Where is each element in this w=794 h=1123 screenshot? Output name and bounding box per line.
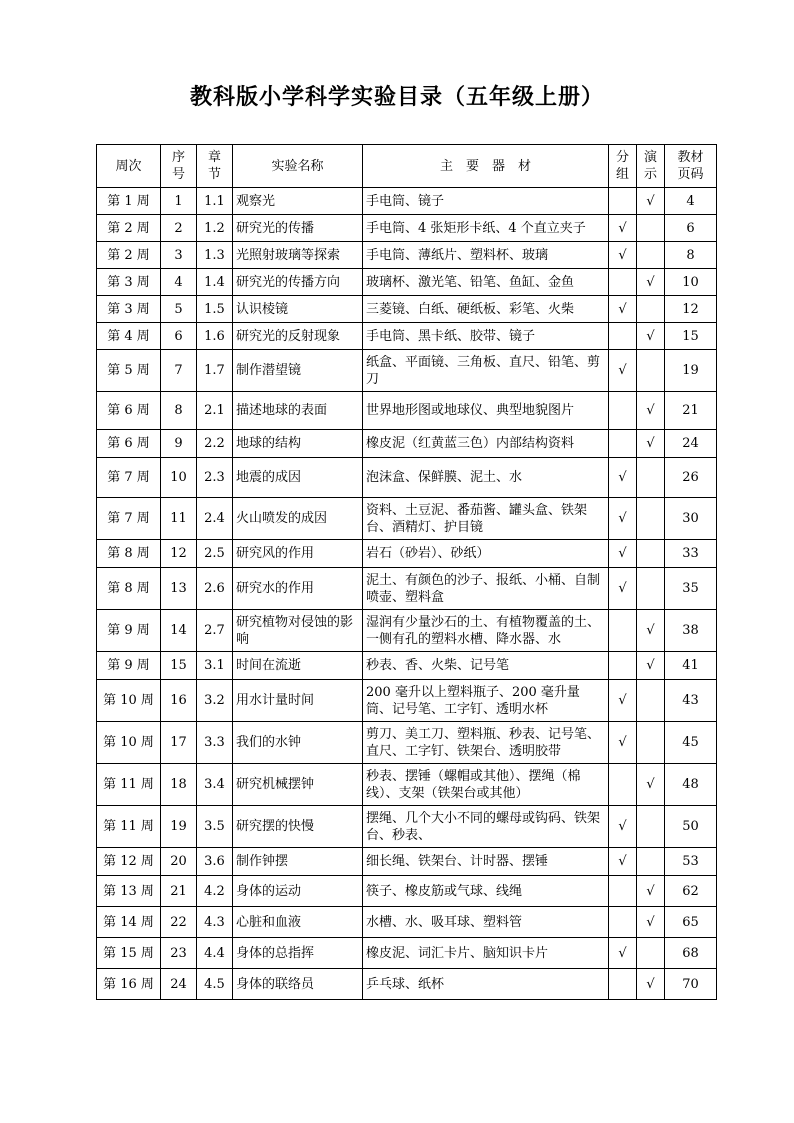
cell-materials: 秒表、摆锤（螺帽或其他）、摆绳（棉线）、支架（铁架台或其他）	[363, 764, 609, 806]
cell-group-check	[609, 969, 637, 1000]
cell-materials: 细长绳、铁架台、计时器、摆锤	[363, 848, 609, 876]
cell-week: 第 6 周	[97, 392, 161, 430]
cell-seq: 18	[161, 764, 197, 806]
cell-week: 第 13 周	[97, 876, 161, 907]
header-chapter: 章 节	[197, 145, 233, 188]
cell-materials: 三菱镜、白纸、硬纸板、彩笔、火柴	[363, 296, 609, 323]
cell-experiment-name: 时间在流逝	[233, 652, 363, 680]
cell-week: 第 4 周	[97, 323, 161, 350]
table-row	[97, 269, 717, 296]
cell-page: 70	[665, 969, 717, 1000]
cell-experiment-name: 制作潜望镜	[233, 350, 363, 392]
table-row	[97, 876, 717, 907]
cell-page: 12	[665, 296, 717, 323]
cell-experiment-name: 身体的运动	[233, 876, 363, 907]
cell-group-check: √	[609, 806, 637, 848]
cell-experiment-name: 研究机械摆钟	[233, 764, 363, 806]
header-seq: 序 号	[161, 145, 197, 188]
cell-materials: 世界地形图或地球仪、典型地貌图片	[363, 392, 609, 430]
cell-experiment-name: 研究风的作用	[233, 540, 363, 568]
cell-page: 41	[665, 652, 717, 680]
cell-demo-check	[637, 350, 665, 392]
cell-week: 第 7 周	[97, 498, 161, 540]
cell-chapter: 1.5	[197, 296, 233, 323]
cell-seq: 1	[161, 188, 197, 215]
table-row	[97, 430, 717, 458]
cell-chapter: 1.3	[197, 242, 233, 269]
cell-page: 62	[665, 876, 717, 907]
cell-experiment-name: 观察光	[233, 188, 363, 215]
cell-materials: 橡皮泥、词汇卡片、脑知识卡片	[363, 938, 609, 969]
table-row	[97, 392, 717, 430]
cell-group-check: √	[609, 296, 637, 323]
cell-chapter: 2.6	[197, 568, 233, 610]
cell-page: 6	[665, 215, 717, 242]
cell-group-check: √	[609, 938, 637, 969]
cell-week: 第 11 周	[97, 806, 161, 848]
cell-group-check	[609, 876, 637, 907]
cell-demo-check: √	[637, 764, 665, 806]
cell-page: 15	[665, 323, 717, 350]
table-row	[97, 242, 717, 269]
header-experiment-name: 实验名称	[233, 145, 363, 188]
cell-experiment-name: 制作钟摆	[233, 848, 363, 876]
table-row	[97, 215, 717, 242]
cell-experiment-name: 地震的成因	[233, 458, 363, 498]
cell-demo-check: √	[637, 269, 665, 296]
cell-chapter: 3.6	[197, 848, 233, 876]
table-row	[97, 188, 717, 215]
cell-demo-check	[637, 458, 665, 498]
cell-materials: 湿润有少量沙石的土、有植物覆盖的土、一侧有孔的塑料水槽、降水器、水	[363, 610, 609, 652]
cell-week: 第 8 周	[97, 568, 161, 610]
cell-chapter: 2.1	[197, 392, 233, 430]
cell-chapter: 1.7	[197, 350, 233, 392]
header-page: 教材 页码	[665, 145, 717, 188]
table-row	[97, 938, 717, 969]
cell-materials: 手电筒、薄纸片、塑料杯、玻璃	[363, 242, 609, 269]
cell-group-check: √	[609, 215, 637, 242]
cell-seq: 7	[161, 350, 197, 392]
cell-seq: 4	[161, 269, 197, 296]
table-row	[97, 568, 717, 610]
cell-week: 第 2 周	[97, 242, 161, 269]
table-row	[97, 722, 717, 764]
cell-week: 第 1 周	[97, 188, 161, 215]
cell-chapter: 1.1	[197, 188, 233, 215]
cell-page: 30	[665, 498, 717, 540]
experiment-table	[96, 144, 717, 1000]
cell-chapter: 2.2	[197, 430, 233, 458]
cell-seq: 10	[161, 458, 197, 498]
cell-week: 第 2 周	[97, 215, 161, 242]
cell-chapter: 2.4	[197, 498, 233, 540]
cell-group-check	[609, 610, 637, 652]
table-header-row	[97, 145, 717, 188]
table-body	[97, 188, 717, 1000]
cell-page: 48	[665, 764, 717, 806]
cell-week: 第 11 周	[97, 764, 161, 806]
cell-demo-check	[637, 938, 665, 969]
cell-experiment-name: 认识棱镜	[233, 296, 363, 323]
cell-seq: 20	[161, 848, 197, 876]
cell-group-check	[609, 188, 637, 215]
table-row	[97, 969, 717, 1000]
cell-week: 第 7 周	[97, 458, 161, 498]
cell-demo-check: √	[637, 610, 665, 652]
table-row	[97, 498, 717, 540]
cell-page: 26	[665, 458, 717, 498]
cell-week: 第 15 周	[97, 938, 161, 969]
cell-demo-check: √	[637, 323, 665, 350]
cell-experiment-name: 火山喷发的成因	[233, 498, 363, 540]
cell-week: 第 6 周	[97, 430, 161, 458]
cell-chapter: 3.1	[197, 652, 233, 680]
cell-week: 第 3 周	[97, 296, 161, 323]
cell-materials: 纸盒、平面镜、三角板、直尺、铅笔、剪刀	[363, 350, 609, 392]
table-row	[97, 680, 717, 722]
cell-experiment-name: 光照射玻璃等探索	[233, 242, 363, 269]
cell-page: 33	[665, 540, 717, 568]
table-row	[97, 323, 717, 350]
cell-chapter: 1.2	[197, 215, 233, 242]
cell-experiment-name: 心脏和血液	[233, 907, 363, 938]
cell-chapter: 2.5	[197, 540, 233, 568]
cell-week: 第 10 周	[97, 722, 161, 764]
cell-seq: 2	[161, 215, 197, 242]
table-row	[97, 296, 717, 323]
cell-materials: 水槽、水、吸耳球、塑料管	[363, 907, 609, 938]
cell-experiment-name: 地球的结构	[233, 430, 363, 458]
cell-experiment-name: 描述地球的表面	[233, 392, 363, 430]
cell-demo-check	[637, 296, 665, 323]
cell-chapter: 3.4	[197, 764, 233, 806]
cell-demo-check	[637, 680, 665, 722]
cell-experiment-name: 研究光的传播方向	[233, 269, 363, 296]
cell-seq: 24	[161, 969, 197, 1000]
cell-materials: 岩石（砂岩）、砂纸）	[363, 540, 609, 568]
table-row	[97, 350, 717, 392]
cell-seq: 6	[161, 323, 197, 350]
cell-chapter: 3.5	[197, 806, 233, 848]
cell-seq: 9	[161, 430, 197, 458]
cell-page: 19	[665, 350, 717, 392]
cell-seq: 19	[161, 806, 197, 848]
cell-seq: 15	[161, 652, 197, 680]
cell-demo-check: √	[637, 392, 665, 430]
cell-demo-check: √	[637, 907, 665, 938]
cell-group-check: √	[609, 350, 637, 392]
cell-group-check	[609, 392, 637, 430]
cell-page: 21	[665, 392, 717, 430]
cell-chapter: 3.3	[197, 722, 233, 764]
table-row	[97, 764, 717, 806]
cell-chapter: 1.6	[197, 323, 233, 350]
table-row	[97, 540, 717, 568]
cell-page: 24	[665, 430, 717, 458]
cell-materials: 泥土、有颜色的沙子、报纸、小桶、自制喷壶、塑料盒	[363, 568, 609, 610]
cell-materials: 玻璃杯、激光笔、铅笔、鱼缸、金鱼	[363, 269, 609, 296]
header-group: 分 组	[609, 145, 637, 188]
cell-chapter: 2.3	[197, 458, 233, 498]
cell-experiment-name: 研究光的反射现象	[233, 323, 363, 350]
cell-experiment-name: 研究摆的快慢	[233, 806, 363, 848]
cell-group-check	[609, 323, 637, 350]
header-materials: 主 要 器 材	[363, 145, 609, 188]
cell-week: 第 8 周	[97, 540, 161, 568]
cell-group-check	[609, 764, 637, 806]
cell-chapter: 2.7	[197, 610, 233, 652]
header-week: 周次	[97, 145, 161, 188]
cell-page: 68	[665, 938, 717, 969]
cell-seq: 16	[161, 680, 197, 722]
table-row	[97, 806, 717, 848]
cell-experiment-name: 我们的水钟	[233, 722, 363, 764]
table-row	[97, 458, 717, 498]
cell-week: 第 5 周	[97, 350, 161, 392]
table-row	[97, 652, 717, 680]
header-demo: 演 示	[637, 145, 665, 188]
cell-seq: 3	[161, 242, 197, 269]
cell-week: 第 16 周	[97, 969, 161, 1000]
page-title: 教科版小学科学实验目录（五年级上册）	[189, 85, 604, 110]
cell-experiment-name: 研究水的作用	[233, 568, 363, 610]
cell-seq: 23	[161, 938, 197, 969]
cell-demo-check: √	[637, 652, 665, 680]
cell-group-check: √	[609, 722, 637, 764]
cell-group-check	[609, 907, 637, 938]
cell-chapter: 4.3	[197, 907, 233, 938]
cell-materials: 乒乓球、纸杯	[363, 969, 609, 1000]
cell-materials: 手电筒、镜子	[363, 188, 609, 215]
cell-group-check: √	[609, 242, 637, 269]
table-row	[97, 907, 717, 938]
cell-materials: 摆绳、几个大小不同的螺母或钩码、铁架台、秒表、	[363, 806, 609, 848]
cell-materials: 橡皮泥（红黄蓝三色）内部结构资料	[363, 430, 609, 458]
cell-group-check	[609, 430, 637, 458]
cell-page: 65	[665, 907, 717, 938]
cell-demo-check	[637, 498, 665, 540]
cell-materials: 筷子、橡皮筋或气球、线绳	[363, 876, 609, 907]
cell-page: 8	[665, 242, 717, 269]
cell-chapter: 3.2	[197, 680, 233, 722]
cell-materials: 资料、土豆泥、番茄酱、罐头盒、铁架台、酒精灯、护目镜	[363, 498, 609, 540]
cell-seq: 11	[161, 498, 197, 540]
cell-seq: 17	[161, 722, 197, 764]
cell-group-check: √	[609, 680, 637, 722]
cell-chapter: 4.2	[197, 876, 233, 907]
cell-demo-check: √	[637, 430, 665, 458]
cell-page: 38	[665, 610, 717, 652]
cell-week: 第 9 周	[97, 610, 161, 652]
cell-seq: 21	[161, 876, 197, 907]
cell-experiment-name: 身体的总指挥	[233, 938, 363, 969]
cell-demo-check: √	[637, 188, 665, 215]
cell-group-check: √	[609, 848, 637, 876]
cell-materials: 手电筒、黑卡纸、胶带、镜子	[363, 323, 609, 350]
table-row	[97, 610, 717, 652]
table-row	[97, 848, 717, 876]
cell-seq: 13	[161, 568, 197, 610]
cell-demo-check	[637, 242, 665, 269]
cell-seq: 8	[161, 392, 197, 430]
cell-chapter: 4.4	[197, 938, 233, 969]
cell-week: 第 3 周	[97, 269, 161, 296]
cell-demo-check	[637, 848, 665, 876]
cell-group-check	[609, 652, 637, 680]
cell-experiment-name: 研究植物对侵蚀的影响	[233, 610, 363, 652]
cell-experiment-name: 用水计量时间	[233, 680, 363, 722]
cell-demo-check	[637, 215, 665, 242]
cell-demo-check: √	[637, 969, 665, 1000]
cell-materials: 泡沫盒、保鲜膜、泥土、水	[363, 458, 609, 498]
cell-page: 4	[665, 188, 717, 215]
cell-seq: 5	[161, 296, 197, 323]
cell-chapter: 1.4	[197, 269, 233, 296]
cell-materials: 手电筒、4 张矩形卡纸、4 个直立夹子	[363, 215, 609, 242]
cell-materials: 200 毫升以上塑料瓶子、200 毫升量筒、记号笔、工字钉、透明水杯	[363, 680, 609, 722]
cell-materials: 秒表、香、火柴、记号笔	[363, 652, 609, 680]
cell-materials: 剪刀、美工刀、塑料瓶、秒表、记号笔、直尺、工字钉、铁架台、透明胶带	[363, 722, 609, 764]
cell-page: 45	[665, 722, 717, 764]
cell-page: 10	[665, 269, 717, 296]
cell-page: 53	[665, 848, 717, 876]
cell-page: 43	[665, 680, 717, 722]
cell-demo-check	[637, 806, 665, 848]
cell-week: 第 10 周	[97, 680, 161, 722]
cell-chapter: 4.5	[197, 969, 233, 1000]
cell-week: 第 12 周	[97, 848, 161, 876]
cell-experiment-name: 研究光的传播	[233, 215, 363, 242]
cell-group-check: √	[609, 458, 637, 498]
cell-demo-check: √	[637, 876, 665, 907]
cell-demo-check	[637, 722, 665, 764]
cell-page: 50	[665, 806, 717, 848]
cell-group-check: √	[609, 568, 637, 610]
cell-week: 第 14 周	[97, 907, 161, 938]
cell-demo-check	[637, 540, 665, 568]
cell-seq: 12	[161, 540, 197, 568]
cell-seq: 14	[161, 610, 197, 652]
cell-week: 第 9 周	[97, 652, 161, 680]
cell-demo-check	[637, 568, 665, 610]
cell-page: 35	[665, 568, 717, 610]
cell-experiment-name: 身体的联络员	[233, 969, 363, 1000]
cell-group-check	[609, 269, 637, 296]
cell-group-check: √	[609, 540, 637, 568]
cell-group-check: √	[609, 498, 637, 540]
cell-seq: 22	[161, 907, 197, 938]
